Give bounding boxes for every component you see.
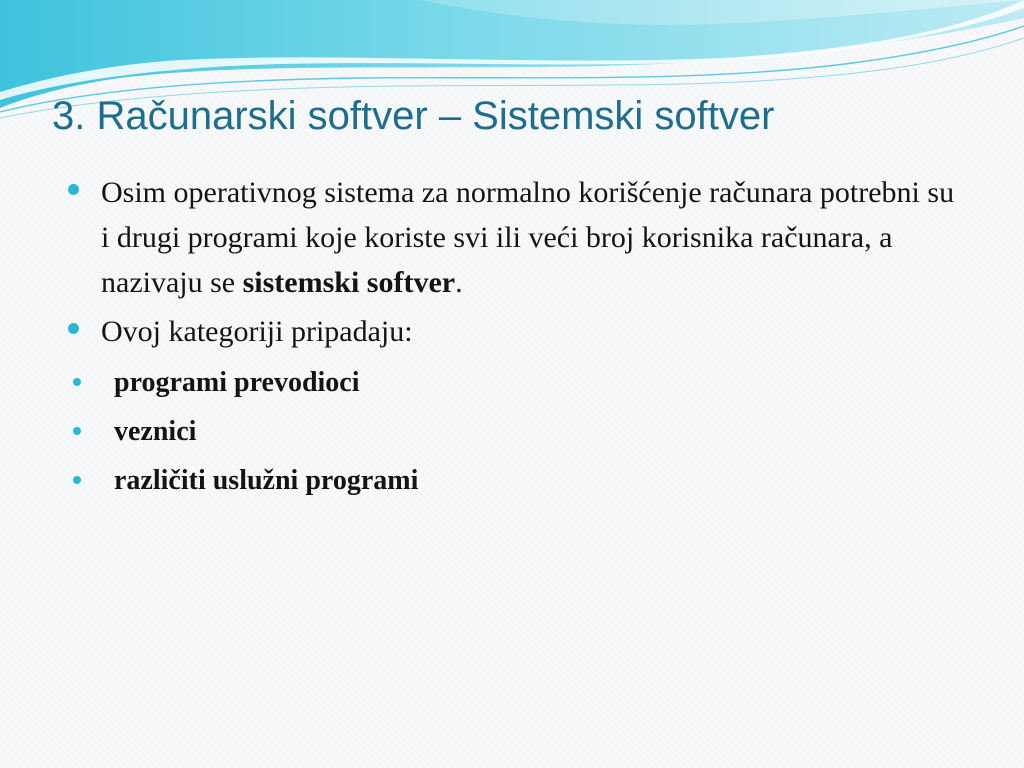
bullet-item-definition [68, 170, 968, 305]
bullet-text [101, 170, 968, 305]
sub-bullet-item [73, 456, 968, 505]
slide-title: 3. Računarski softver – Sistemski softver [52, 94, 775, 138]
sub-bullet-item [73, 407, 968, 456]
bullet-text-before: Osim operativnog sistema za normalno korišćenje računara potrebni su i drugi programi koje koriste svi ili veći broj korisnika računara, a nazivaju se [101, 176, 955, 299]
bullet-dot-icon [68, 184, 79, 195]
sub-bullet-list [33, 358, 968, 505]
sub-bullet-text: veznici [114, 416, 197, 447]
sub-bullet-dot-icon [73, 427, 81, 435]
sub-bullet-text: programi prevodioci [114, 367, 360, 398]
slide-content [68, 170, 968, 505]
bullet-text-after: . [455, 266, 463, 299]
sub-bullet-text: različiti uslužni programi [114, 465, 419, 496]
bullet-item-category [68, 309, 968, 354]
bullet-emphasis: sistemski softver [242, 266, 456, 299]
sub-bullet-dot-icon [73, 476, 81, 484]
sub-bullet-dot-icon [73, 378, 81, 386]
sub-bullet-item [73, 358, 968, 407]
bullet-list [68, 170, 968, 354]
bullet-dot-icon [68, 323, 79, 334]
bullet-text: Ovoj kategoriji pripadaju: [101, 315, 413, 348]
